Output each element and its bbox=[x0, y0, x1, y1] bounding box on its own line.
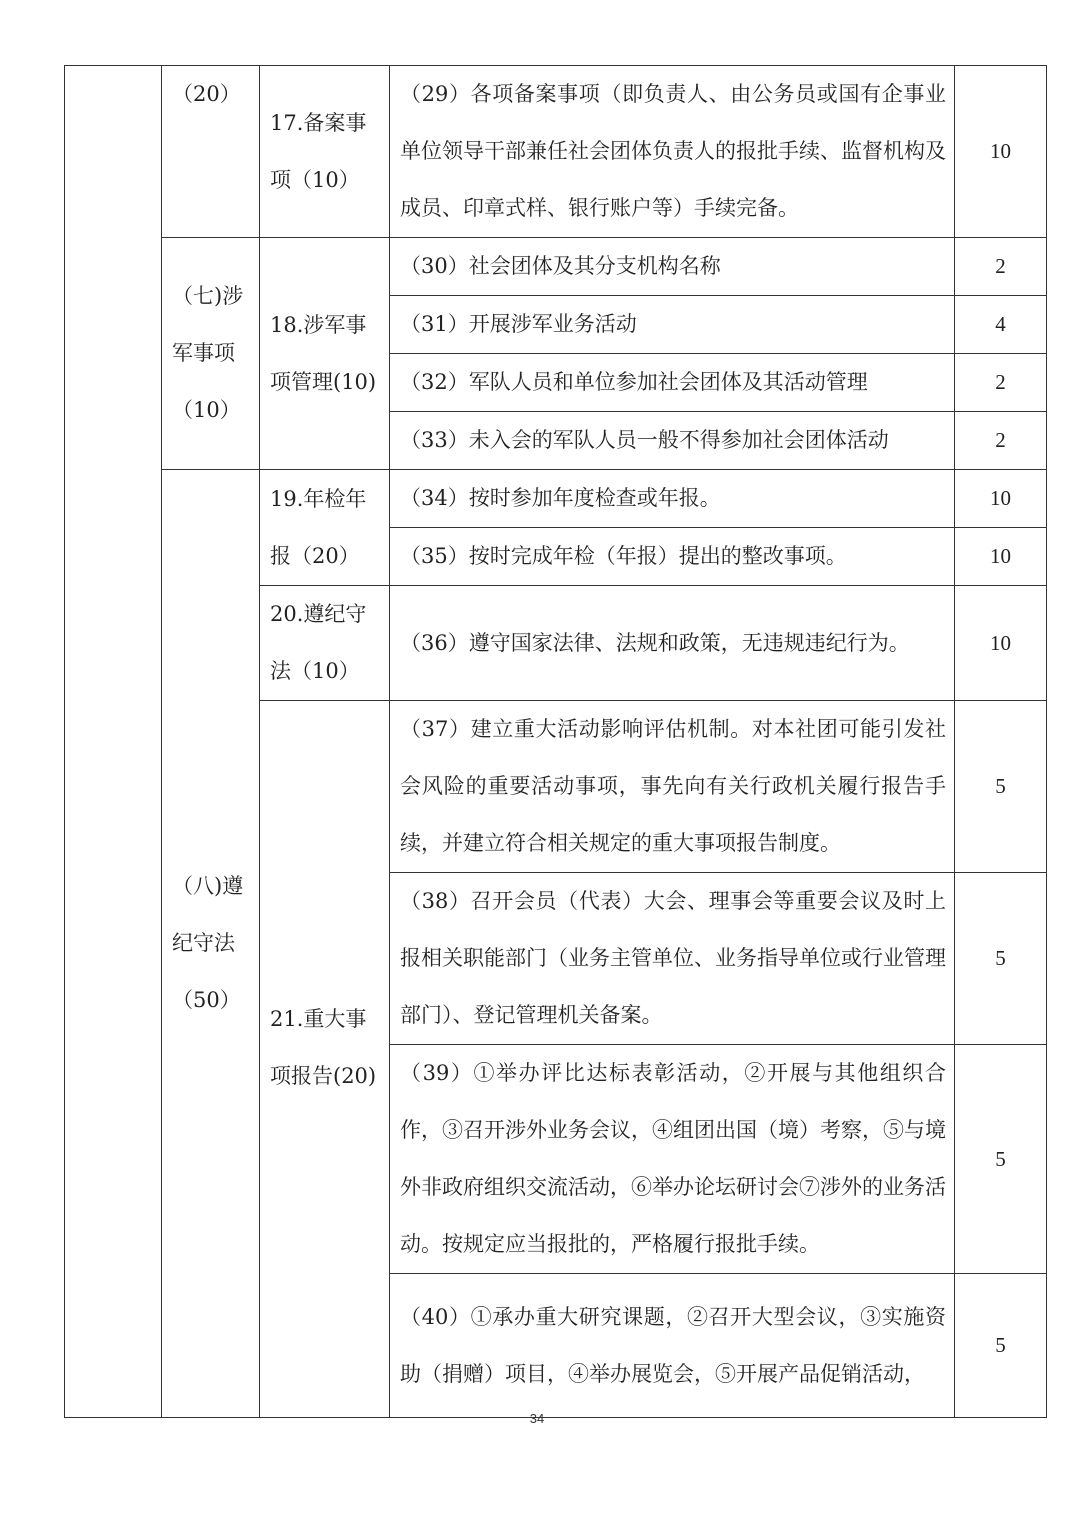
content-cell: （38）召开会员（代表）大会、理事会等重要会议及时上报相关职能部门（业务主管单位、业务指导单位或行业管理部门）、登记管理机关备案。 bbox=[390, 873, 955, 1045]
content-cell: （29）各项备案事项（即负责人、由公务员或国有企事业单位领导干部兼任社会团体负责人的报批手续、监督机构及成员、印章式样、银行账户等）手续完备。 bbox=[390, 66, 955, 238]
score-cell: 5 bbox=[955, 1045, 1047, 1274]
content-cell: （31）开展涉军业务活动 bbox=[390, 296, 955, 354]
item-cell bbox=[260, 701, 390, 1418]
table-row bbox=[65, 66, 1047, 238]
section-label: （20） bbox=[172, 82, 241, 106]
score-cell: 10 bbox=[955, 66, 1047, 238]
content-cell: （34）按时参加年度检查或年报。 bbox=[390, 470, 955, 528]
item-label-line: 17.备案事 bbox=[270, 110, 367, 135]
content-cell: （32）军队人员和单位参加社会团体及其活动管理 bbox=[390, 354, 955, 412]
score-cell: 2 bbox=[955, 354, 1047, 412]
content-cell: （30）社会团体及其分支机构名称 bbox=[390, 238, 955, 296]
item-label-line: 18.涉军事 bbox=[270, 312, 367, 337]
score-cell: 10 bbox=[955, 528, 1047, 586]
item-label-line: 项（10） bbox=[270, 167, 360, 192]
item-cell bbox=[260, 66, 390, 238]
item-label-line: 项报告(20) bbox=[270, 1064, 377, 1088]
table-row bbox=[65, 238, 1047, 296]
item-label-line: 19.年检年 bbox=[270, 486, 367, 511]
category-cell bbox=[65, 66, 162, 1418]
section-label-line: （七)涉 bbox=[172, 284, 244, 308]
content-cell: （36）遵守国家法律、法规和政策，无违规违纪行为。 bbox=[390, 586, 955, 701]
content-cell: （35）按时完成年检（年报）提出的整改事项。 bbox=[390, 528, 955, 586]
score-cell: 4 bbox=[955, 296, 1047, 354]
score-cell: 10 bbox=[955, 470, 1047, 528]
item-label-line: 项管理(10) bbox=[270, 369, 377, 394]
item-cell bbox=[260, 470, 390, 586]
section-label-line: （八)遵 bbox=[172, 874, 244, 898]
score-cell: 2 bbox=[955, 238, 1047, 296]
table-row bbox=[65, 470, 1047, 528]
content-cell: （33）未入会的军队人员一般不得参加社会团体活动 bbox=[390, 412, 955, 470]
score-cell: 5 bbox=[955, 701, 1047, 873]
score-cell: 10 bbox=[955, 586, 1047, 701]
item-label-line: 21.重大事 bbox=[270, 1007, 367, 1031]
section-cell bbox=[162, 238, 260, 470]
section-cell bbox=[162, 66, 260, 238]
page-number: 34 bbox=[529, 1411, 545, 1426]
content-cell: （40）①承办重大研究课题，②召开大型会议，③实施资助（捐赠）项目，④举办展览会，⑤开展产品促销活动， bbox=[390, 1274, 955, 1418]
content-cell: （37）建立重大活动影响评估机制。对本社团可能引发社会风险的重要活动事项，事先向有关行政机关履行报告手续，并建立符合相关规定的重大事项报告制度。 bbox=[390, 701, 955, 873]
score-cell: 5 bbox=[955, 873, 1047, 1045]
item-cell bbox=[260, 586, 390, 701]
section-label-line: （10） bbox=[172, 398, 241, 422]
section-cell bbox=[162, 470, 260, 1418]
item-cell bbox=[260, 238, 390, 470]
score-cell: 2 bbox=[955, 412, 1047, 470]
section-label-line: 纪守法 bbox=[172, 931, 235, 955]
score-cell: 5 bbox=[955, 1274, 1047, 1418]
content-cell: （39）①举办评比达标表彰活动，②开展与其他组织合作，③召开涉外业务会议，④组团出国（境）考察，⑤与境外非政府组织交流活动，⑥举办论坛研讨会⑦涉外的业务活动。按规定应当报批的，严格履行报批手续。 bbox=[390, 1045, 955, 1274]
item-label-line: 报（20） bbox=[270, 543, 360, 568]
evaluation-table bbox=[64, 65, 1047, 1418]
section-label-line: （50） bbox=[172, 988, 241, 1012]
section-label-line: 军事项 bbox=[172, 341, 235, 365]
item-label-line: 20.遵纪守 bbox=[270, 602, 367, 626]
item-label-line: 法（10） bbox=[270, 659, 360, 683]
